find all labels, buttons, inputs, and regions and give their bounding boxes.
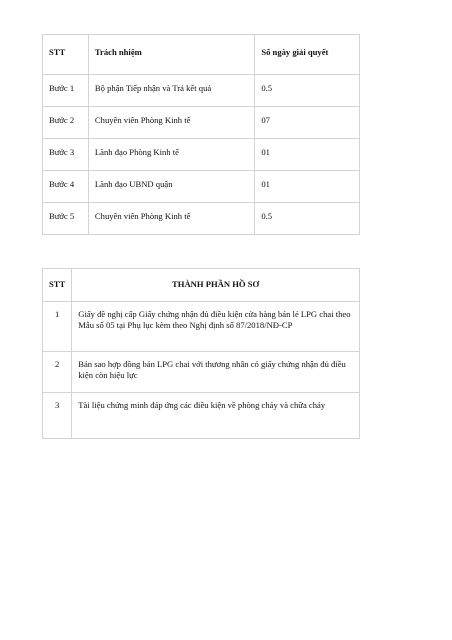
doc-description-cell: Tài liệu chứng minh đáp ứng các điều kiện về phòng cháy và chữa cháy [72,393,360,439]
step-cell: Bước 4 [43,171,89,203]
responsibility-cell: Lãnh đạo Phòng Kinh tế [88,139,254,171]
step-cell: Bước 1 [43,75,89,107]
steps-table [42,34,360,235]
table-row [43,203,360,235]
steps-header-responsibility: Trách nhiệm [88,35,254,75]
responsibility-cell: Lãnh đạo UBND quận [88,171,254,203]
days-cell: 01 [255,139,360,171]
doc-number-cell: 3 [43,393,72,439]
table-row [43,139,360,171]
days-cell: 01 [255,171,360,203]
docs-header-documents: THÀNH PHẦN HỒ SƠ [72,269,360,302]
docs-header-stt: STT [43,269,72,302]
step-cell: Bước 5 [43,203,89,235]
step-cell: Bước 2 [43,107,89,139]
table-row [43,171,360,203]
documents-table [42,268,360,439]
table-row [43,107,360,139]
steps-header-stt: STT [43,35,89,75]
days-cell: 0.5 [255,203,360,235]
doc-number-cell: 2 [43,352,72,393]
table-row [43,75,360,107]
days-cell: 07 [255,107,360,139]
table-row [43,302,360,352]
table-row [43,393,360,439]
step-cell: Bước 3 [43,139,89,171]
responsibility-cell: Bộ phận Tiếp nhận và Trả kết quả [88,75,254,107]
days-cell: 0.5 [255,75,360,107]
docs-header-row [43,269,360,302]
table-row [43,352,360,393]
steps-header-days: Số ngày giải quyết [255,35,360,75]
doc-number-cell: 1 [43,302,72,352]
doc-description-cell: Bản sao hợp đồng bán LPG chai với thương nhân có giấy chứng nhận đủ điều kiện còn hiệu lực [72,352,360,393]
responsibility-cell: Chuyên viên Phòng Kinh tế [88,203,254,235]
responsibility-cell: Chuyên viên Phòng Kinh tế [88,107,254,139]
steps-header-row [43,35,360,75]
doc-description-cell: Giấy đề nghị cấp Giấy chứng nhận đủ điều kiện cửa hàng bán lẻ LPG chai theo Mẫu số 05 tại Phụ lục kèm theo Nghị định số 87/2018/NĐ-CP [72,302,360,352]
